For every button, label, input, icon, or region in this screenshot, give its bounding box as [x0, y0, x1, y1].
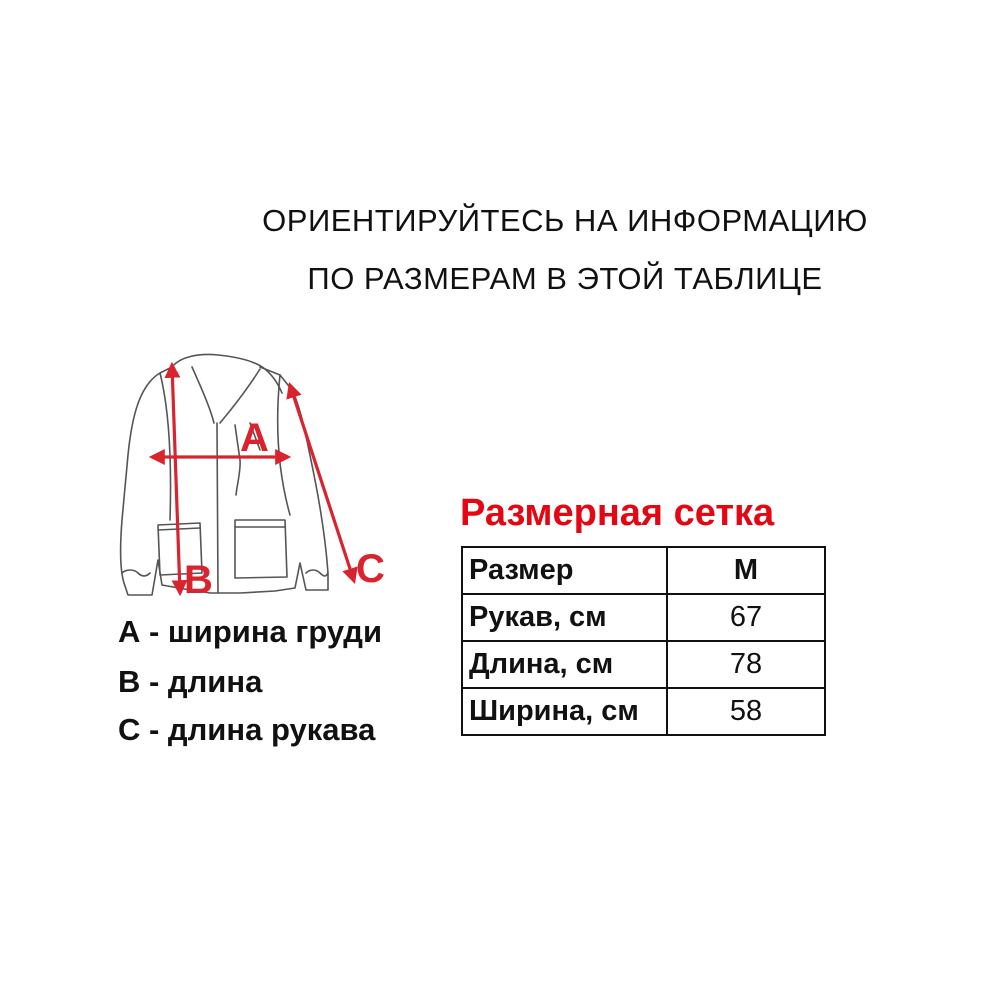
size-header-value: M — [667, 547, 825, 594]
arrow-c-sleeve-length — [290, 385, 354, 581]
table-row — [462, 688, 825, 735]
table-row — [462, 594, 825, 641]
jacket-outline — [121, 355, 328, 596]
size-table — [461, 546, 826, 736]
row-label-width: Ширина, см — [462, 688, 667, 735]
size-chart-title: Размерная сетка — [460, 492, 775, 534]
row-value-sleeve: 67 — [667, 594, 825, 641]
headline-line-1: ОРИЕНТИРУЙТЕСЬ НА ИНФОРМАЦИЮ — [262, 203, 868, 238]
size-table-header-row — [462, 547, 825, 594]
legend-b-length: B - длина — [118, 664, 263, 699]
headline-line-2: ПО РАЗМЕРАМ В ЭТОЙ ТАБЛИЦЕ — [307, 261, 823, 296]
row-label-sleeve: Рукав, см — [462, 594, 667, 641]
size-header-label: Размер — [462, 547, 667, 594]
marker-b: B — [184, 558, 213, 602]
row-label-length: Длина, см — [462, 641, 667, 688]
marker-c: C — [356, 547, 385, 591]
table-row — [462, 641, 825, 688]
row-value-width: 58 — [667, 688, 825, 735]
legend-c-sleeve-length: С - длина рукава — [118, 712, 376, 747]
measure-arrows — [152, 365, 354, 593]
arrow-b-length — [172, 365, 180, 593]
legend-a-chest-width: А - ширина груди — [118, 614, 383, 649]
row-value-length: 78 — [667, 641, 825, 688]
jacket-diagram — [100, 345, 420, 610]
marker-a: A — [240, 416, 269, 460]
